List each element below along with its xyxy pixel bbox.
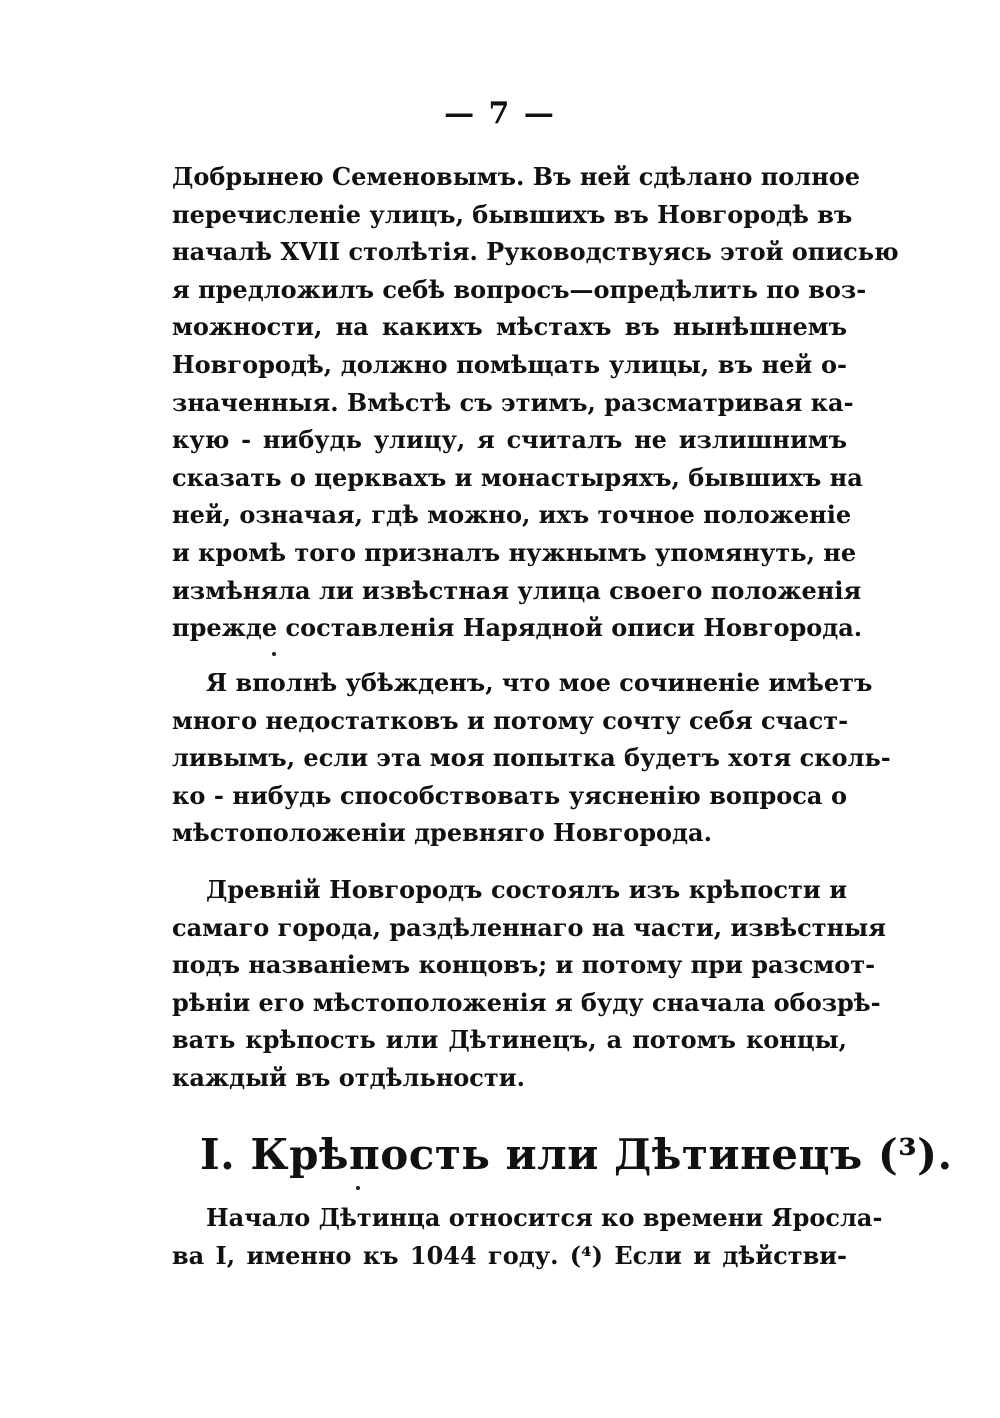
print-speck: [272, 652, 276, 656]
text-line: можности, на какихъ мѣстахъ въ нынѣшнемъ: [172, 312, 847, 342]
text-line: перечисленіе улицъ, бывшихъ въ Новгородѣ въ: [172, 199, 853, 229]
text-line: ко - нибудь способствовать уясненію вопроса о: [172, 780, 847, 810]
paragraph-2: [172, 664, 891, 852]
text-line: много недостатковъ и потому сочту себя счаст-: [172, 705, 849, 735]
text-line: каждый въ отдѣльности.: [172, 1062, 525, 1092]
text-line: ней, означая, гдѣ можно, ихъ точное положеніе: [172, 500, 852, 530]
text-line: значенныя. Вмѣстѣ съ этимъ, разсматривая ка-: [172, 387, 854, 417]
text-line: кую - нибудь улицу, я считалъ не излишнимъ: [172, 425, 847, 455]
section-heading: I. Крѣпость или Дѣтинецъ (³).: [200, 1130, 953, 1179]
text-line: ва I, именно къ 1044 году. (⁴) Если и дѣйстви-: [172, 1240, 847, 1270]
text-line: Новгородѣ, должно помѣщать улицы, въ ней о-: [172, 349, 847, 379]
paragraph-3: [172, 871, 886, 1097]
text-line: Древній Новгородъ состоялъ изъ крѣпости и: [206, 875, 847, 904]
text-line: Я вполнѣ убѣжденъ, что мое сочиненіе имѣетъ: [206, 668, 873, 697]
section-paragraph: [172, 1199, 883, 1274]
text-line: самаго города, раздѣленнаго на части, извѣстныя: [172, 912, 886, 942]
page-number: — 7 —: [444, 96, 556, 131]
text-line: вать крѣпость или Дѣтинецъ, а потомъ концы,: [172, 1025, 847, 1055]
text-line: подъ названіемъ концовъ; и потому при разсмот-: [172, 950, 876, 980]
text-line: сказать о церквахъ и монастыряхъ, бывшихъ на: [172, 462, 863, 492]
text-line: я предложилъ себѣ вопросъ—опредѣлить по воз-: [172, 274, 867, 304]
text-line: мѣстоположеніи древняго Новгорода.: [172, 818, 712, 848]
text-line: измѣняла ли извѣстная улица своего положенія: [172, 575, 862, 605]
text-line: прежде составленія Нарядной описи Новгорода.: [172, 613, 863, 643]
text-line: Начало Дѣтинца относится ко времени Яросла-: [206, 1203, 883, 1232]
text-line: и кромѣ того призналъ нужнымъ упомянуть, не: [172, 537, 857, 567]
text-line: рѣніи его мѣстоположенія я буду сначала обозрѣ-: [172, 987, 881, 1017]
paragraph-1: [172, 158, 899, 647]
print-speck: [356, 1186, 360, 1190]
text-line: началѣ XVII столѣтія. Руководствуясь этой описью: [172, 237, 899, 267]
text-line: Добрынею Семеновымъ. Въ ней сдѣлано полное: [172, 162, 861, 191]
text-line: ливымъ, если эта моя попытка будетъ хотя сколь-: [172, 743, 891, 773]
